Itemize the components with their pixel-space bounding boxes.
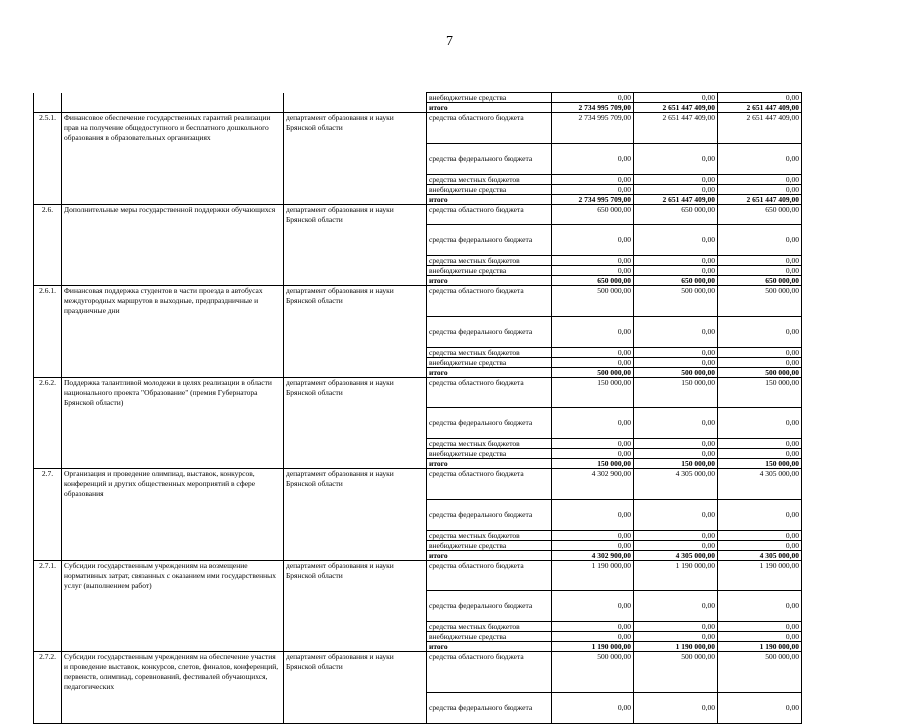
funding-source-cell: итого bbox=[427, 642, 552, 652]
responsible-department-cell bbox=[284, 591, 427, 622]
amount-year-3-cell: 150 000,00 bbox=[718, 377, 802, 408]
amount-year-1-cell: 0,00 bbox=[552, 540, 634, 550]
funding-source-cell: средства местных бюджетов bbox=[427, 174, 552, 184]
amount-year-1-cell: 650 000,00 bbox=[552, 204, 634, 225]
item-description-cell bbox=[62, 622, 284, 632]
amount-year-2-cell: 0,00 bbox=[634, 266, 718, 276]
item-description-cell bbox=[62, 276, 284, 286]
table-row bbox=[34, 530, 802, 540]
item-description-cell bbox=[62, 184, 284, 194]
item-description-cell bbox=[62, 225, 284, 256]
amount-year-1-cell: 0,00 bbox=[552, 692, 634, 723]
amount-year-2-cell: 2 651 447 409,00 bbox=[634, 113, 718, 144]
responsible-department-cell bbox=[284, 276, 427, 286]
amount-year-3-cell: 1 190 000,00 bbox=[718, 642, 802, 652]
funding-source-cell: средства областного бюджета bbox=[427, 286, 552, 317]
table-row bbox=[34, 103, 802, 113]
amount-year-2-cell: 4 305 000,00 bbox=[634, 550, 718, 560]
item-code-cell bbox=[34, 276, 62, 286]
item-code-cell bbox=[34, 550, 62, 560]
item-description-cell bbox=[62, 408, 284, 439]
amount-year-2-cell: 500 000,00 bbox=[634, 367, 718, 377]
amount-year-1-cell: 0,00 bbox=[552, 93, 634, 103]
item-description-cell: Дополнительные меры государственной поддержки обучающихся bbox=[62, 204, 284, 225]
amount-year-3-cell: 500 000,00 bbox=[718, 652, 802, 693]
amount-year-3-cell: 0,00 bbox=[718, 347, 802, 357]
funding-source-cell: итого bbox=[427, 459, 552, 469]
amount-year-3-cell: 0,00 bbox=[718, 499, 802, 530]
amount-year-1-cell: 150 000,00 bbox=[552, 377, 634, 408]
amount-year-1-cell: 2 734 995 709,00 bbox=[552, 113, 634, 144]
table-row bbox=[34, 540, 802, 550]
table-row bbox=[34, 469, 802, 500]
funding-source-cell: итого bbox=[427, 367, 552, 377]
item-description-cell bbox=[62, 357, 284, 367]
table-row bbox=[34, 632, 802, 642]
amount-year-2-cell: 0,00 bbox=[634, 316, 718, 347]
budget-table bbox=[33, 92, 802, 724]
responsible-department-cell: департамент образования и науки Брянской области bbox=[284, 560, 427, 591]
responsible-department-cell bbox=[284, 408, 427, 439]
item-description-cell bbox=[62, 93, 284, 103]
table-row bbox=[34, 499, 802, 530]
amount-year-1-cell: 0,00 bbox=[552, 439, 634, 449]
responsible-department-cell bbox=[284, 357, 427, 367]
funding-source-cell: средства местных бюджетов bbox=[427, 256, 552, 266]
item-code-cell: 2.6.1. bbox=[34, 286, 62, 317]
table-row bbox=[34, 642, 802, 652]
amount-year-3-cell: 0,00 bbox=[718, 632, 802, 642]
item-code-cell bbox=[34, 459, 62, 469]
amount-year-1-cell: 2 734 995 709,00 bbox=[552, 194, 634, 204]
amount-year-2-cell: 150 000,00 bbox=[634, 377, 718, 408]
table-row bbox=[34, 316, 802, 347]
table-row bbox=[34, 652, 802, 693]
amount-year-2-cell: 2 651 447 409,00 bbox=[634, 103, 718, 113]
amount-year-3-cell: 0,00 bbox=[718, 408, 802, 439]
responsible-department-cell bbox=[284, 367, 427, 377]
item-code-cell: 2.5.1. bbox=[34, 113, 62, 144]
responsible-department-cell bbox=[284, 143, 427, 174]
amount-year-1-cell: 0,00 bbox=[552, 408, 634, 439]
amount-year-2-cell: 0,00 bbox=[634, 408, 718, 439]
item-code-cell bbox=[34, 439, 62, 449]
table-row bbox=[34, 692, 802, 723]
item-code-cell: 2.7. bbox=[34, 469, 62, 500]
responsible-department-cell bbox=[284, 184, 427, 194]
item-description-cell bbox=[62, 439, 284, 449]
amount-year-3-cell: 0,00 bbox=[718, 439, 802, 449]
item-description-cell bbox=[62, 449, 284, 459]
funding-source-cell: средства областного бюджета bbox=[427, 652, 552, 693]
item-code-cell bbox=[34, 225, 62, 256]
table-body bbox=[34, 93, 802, 724]
table-row bbox=[34, 408, 802, 439]
table-row bbox=[34, 184, 802, 194]
table-row bbox=[34, 560, 802, 591]
amount-year-1-cell: 0,00 bbox=[552, 316, 634, 347]
amount-year-3-cell: 0,00 bbox=[718, 143, 802, 174]
table-row bbox=[34, 439, 802, 449]
funding-source-cell: внебюджетные средства bbox=[427, 93, 552, 103]
amount-year-3-cell: 0,00 bbox=[718, 225, 802, 256]
table-row bbox=[34, 93, 802, 103]
amount-year-1-cell: 0,00 bbox=[552, 174, 634, 184]
amount-year-2-cell: 0,00 bbox=[634, 622, 718, 632]
item-description-cell: Субсидии государственным учреждениям на обеспечение участия и проведение выставок, конкурсов, слетов, финалов, конференций, первенств, олимпиад, соревнований, фестивалей обучающихся, педагогических bbox=[62, 652, 284, 693]
item-code-cell bbox=[34, 256, 62, 266]
amount-year-1-cell: 4 302 900,00 bbox=[552, 469, 634, 500]
amount-year-1-cell: 0,00 bbox=[552, 143, 634, 174]
funding-source-cell: средства областного бюджета bbox=[427, 113, 552, 144]
amount-year-2-cell: 650 000,00 bbox=[634, 204, 718, 225]
item-code-cell bbox=[34, 184, 62, 194]
item-code-cell bbox=[34, 93, 62, 103]
item-code-cell: 2.6. bbox=[34, 204, 62, 225]
responsible-department-cell: департамент образования и науки Брянской области bbox=[284, 377, 427, 408]
funding-source-cell: средства федерального бюджета bbox=[427, 692, 552, 723]
amount-year-3-cell: 0,00 bbox=[718, 266, 802, 276]
amount-year-3-cell: 2 651 447 409,00 bbox=[718, 103, 802, 113]
responsible-department-cell bbox=[284, 93, 427, 103]
responsible-department-cell bbox=[284, 692, 427, 723]
table-row bbox=[34, 194, 802, 204]
funding-source-cell: итого bbox=[427, 194, 552, 204]
amount-year-3-cell: 500 000,00 bbox=[718, 286, 802, 317]
responsible-department-cell: департамент образования и науки Брянской области bbox=[284, 204, 427, 225]
amount-year-2-cell: 0,00 bbox=[634, 540, 718, 550]
amount-year-1-cell: 0,00 bbox=[552, 530, 634, 540]
amount-year-2-cell: 0,00 bbox=[634, 692, 718, 723]
item-code-cell bbox=[34, 174, 62, 184]
item-code-cell bbox=[34, 357, 62, 367]
funding-source-cell: средства областного бюджета bbox=[427, 560, 552, 591]
amount-year-1-cell: 1 190 000,00 bbox=[552, 560, 634, 591]
amount-year-2-cell: 0,00 bbox=[634, 357, 718, 367]
item-code-cell bbox=[34, 591, 62, 622]
item-code-cell: 2.6.2. bbox=[34, 377, 62, 408]
amount-year-1-cell: 0,00 bbox=[552, 499, 634, 530]
item-description-cell bbox=[62, 499, 284, 530]
amount-year-1-cell: 500 000,00 bbox=[552, 286, 634, 317]
funding-source-cell: средства местных бюджетов bbox=[427, 622, 552, 632]
table-row bbox=[34, 276, 802, 286]
item-code-cell bbox=[34, 347, 62, 357]
responsible-department-cell bbox=[284, 266, 427, 276]
table-row bbox=[34, 113, 802, 144]
amount-year-2-cell: 2 651 447 409,00 bbox=[634, 194, 718, 204]
item-code-cell bbox=[34, 266, 62, 276]
item-description-cell bbox=[62, 540, 284, 550]
table-row bbox=[34, 459, 802, 469]
funding-source-cell: внебюджетные средства bbox=[427, 266, 552, 276]
amount-year-3-cell: 0,00 bbox=[718, 174, 802, 184]
item-code-cell bbox=[34, 540, 62, 550]
amount-year-3-cell: 0,00 bbox=[718, 692, 802, 723]
amount-year-3-cell: 0,00 bbox=[718, 449, 802, 459]
funding-source-cell: внебюджетные средства bbox=[427, 540, 552, 550]
item-description-cell: Поддержка талантливой молодежи в целях реализации в области национального проекта "Образование" (премия Губернатора Брянской области) bbox=[62, 377, 284, 408]
funding-source-cell: внебюджетные средства bbox=[427, 449, 552, 459]
item-description-cell bbox=[62, 316, 284, 347]
amount-year-1-cell: 0,00 bbox=[552, 347, 634, 357]
table-row bbox=[34, 622, 802, 632]
funding-source-cell: итого bbox=[427, 103, 552, 113]
amount-year-2-cell: 4 305 000,00 bbox=[634, 469, 718, 500]
amount-year-1-cell: 150 000,00 bbox=[552, 459, 634, 469]
amount-year-2-cell: 1 190 000,00 bbox=[634, 642, 718, 652]
amount-year-2-cell: 0,00 bbox=[634, 184, 718, 194]
funding-source-cell: средства местных бюджетов bbox=[427, 530, 552, 540]
amount-year-3-cell: 1 190 000,00 bbox=[718, 560, 802, 591]
responsible-department-cell bbox=[284, 347, 427, 357]
amount-year-1-cell: 0,00 bbox=[552, 184, 634, 194]
page-number: 7 bbox=[446, 34, 453, 49]
table-row bbox=[34, 204, 802, 225]
amount-year-3-cell: 0,00 bbox=[718, 256, 802, 266]
responsible-department-cell: департамент образования и науки Брянской области bbox=[284, 113, 427, 144]
funding-source-cell: итого bbox=[427, 276, 552, 286]
amount-year-1-cell: 0,00 bbox=[552, 256, 634, 266]
funding-source-cell: внебюджетные средства bbox=[427, 632, 552, 642]
funding-source-cell: средства областного бюджета bbox=[427, 377, 552, 408]
funding-source-cell: средства федерального бюджета bbox=[427, 316, 552, 347]
table-row bbox=[34, 174, 802, 184]
amount-year-3-cell: 0,00 bbox=[718, 184, 802, 194]
item-description-cell bbox=[62, 642, 284, 652]
item-code-cell bbox=[34, 449, 62, 459]
amount-year-3-cell: 0,00 bbox=[718, 357, 802, 367]
amount-year-2-cell: 150 000,00 bbox=[634, 459, 718, 469]
table-row bbox=[34, 367, 802, 377]
amount-year-3-cell: 0,00 bbox=[718, 622, 802, 632]
amount-year-3-cell: 0,00 bbox=[718, 540, 802, 550]
amount-year-3-cell: 150 000,00 bbox=[718, 459, 802, 469]
item-description-cell: Субсидии государственным учреждениям на возмещение нормативных затрат, связанных с оказанием ими государственных услуг (выполнением работ) bbox=[62, 560, 284, 591]
item-description-cell: Финансовая поддержка студентов в части проезда в автобусах междугородных маршрутов в выходные, предпраздничные и праздничные дни bbox=[62, 286, 284, 317]
amount-year-2-cell: 0,00 bbox=[634, 347, 718, 357]
funding-source-cell: средства федерального бюджета bbox=[427, 225, 552, 256]
item-description-cell bbox=[62, 459, 284, 469]
amount-year-2-cell: 0,00 bbox=[634, 174, 718, 184]
table-row bbox=[34, 449, 802, 459]
item-description-cell bbox=[62, 530, 284, 540]
amount-year-1-cell: 2 734 995 709,00 bbox=[552, 103, 634, 113]
funding-source-cell: внебюджетные средства bbox=[427, 357, 552, 367]
funding-source-cell: средства местных бюджетов bbox=[427, 347, 552, 357]
amount-year-2-cell: 0,00 bbox=[634, 632, 718, 642]
table-row bbox=[34, 225, 802, 256]
funding-source-cell: средства федерального бюджета bbox=[427, 591, 552, 622]
responsible-department-cell: департамент образования и науки Брянской области bbox=[284, 286, 427, 317]
amount-year-1-cell: 500 000,00 bbox=[552, 652, 634, 693]
table-row bbox=[34, 591, 802, 622]
responsible-department-cell: департамент образования и науки Брянской области bbox=[284, 469, 427, 500]
funding-source-cell: средства федерального бюджета bbox=[427, 499, 552, 530]
funding-source-cell: средства местных бюджетов bbox=[427, 439, 552, 449]
item-code-cell bbox=[34, 194, 62, 204]
item-code-cell bbox=[34, 103, 62, 113]
funding-source-cell: средства федерального бюджета bbox=[427, 408, 552, 439]
item-code-cell: 2.7.2. bbox=[34, 652, 62, 693]
item-description-cell bbox=[62, 194, 284, 204]
item-code-cell bbox=[34, 632, 62, 642]
item-description-cell bbox=[62, 266, 284, 276]
amount-year-2-cell: 0,00 bbox=[634, 93, 718, 103]
responsible-department-cell bbox=[284, 622, 427, 632]
item-description-cell bbox=[62, 347, 284, 357]
amount-year-3-cell: 2 651 447 409,00 bbox=[718, 113, 802, 144]
item-code-cell bbox=[34, 316, 62, 347]
amount-year-2-cell: 1 190 000,00 bbox=[634, 560, 718, 591]
item-description-cell bbox=[62, 550, 284, 560]
amount-year-2-cell: 0,00 bbox=[634, 449, 718, 459]
amount-year-1-cell: 4 302 900,00 bbox=[552, 550, 634, 560]
item-description-cell bbox=[62, 632, 284, 642]
amount-year-2-cell: 650 000,00 bbox=[634, 276, 718, 286]
amount-year-3-cell: 2 651 447 409,00 bbox=[718, 194, 802, 204]
amount-year-2-cell: 500 000,00 bbox=[634, 286, 718, 317]
amount-year-1-cell: 650 000,00 bbox=[552, 276, 634, 286]
responsible-department-cell bbox=[284, 642, 427, 652]
responsible-department-cell bbox=[284, 449, 427, 459]
amount-year-1-cell: 1 190 000,00 bbox=[552, 642, 634, 652]
amount-year-2-cell: 0,00 bbox=[634, 439, 718, 449]
item-code-cell bbox=[34, 143, 62, 174]
responsible-department-cell bbox=[284, 530, 427, 540]
item-description-cell bbox=[62, 692, 284, 723]
funding-source-cell: внебюджетные средства bbox=[427, 184, 552, 194]
amount-year-2-cell: 0,00 bbox=[634, 591, 718, 622]
table-row bbox=[34, 266, 802, 276]
amount-year-1-cell: 0,00 bbox=[552, 622, 634, 632]
funding-source-cell: итого bbox=[427, 550, 552, 560]
amount-year-2-cell: 0,00 bbox=[634, 530, 718, 540]
item-code-cell bbox=[34, 530, 62, 540]
amount-year-3-cell: 500 000,00 bbox=[718, 367, 802, 377]
item-code-cell bbox=[34, 499, 62, 530]
responsible-department-cell bbox=[284, 194, 427, 204]
table-row bbox=[34, 286, 802, 317]
item-description-cell bbox=[62, 256, 284, 266]
responsible-department-cell bbox=[284, 103, 427, 113]
responsible-department-cell bbox=[284, 225, 427, 256]
funding-source-cell: средства федерального бюджета bbox=[427, 143, 552, 174]
item-description-cell: Организация и проведение олимпиад, выставок, конкурсов, конференций и других общественных мероприятий в сфере образования bbox=[62, 469, 284, 500]
amount-year-2-cell: 0,00 bbox=[634, 225, 718, 256]
amount-year-3-cell: 650 000,00 bbox=[718, 276, 802, 286]
item-code-cell: 2.7.1. bbox=[34, 560, 62, 591]
amount-year-2-cell: 0,00 bbox=[634, 256, 718, 266]
item-code-cell bbox=[34, 367, 62, 377]
responsible-department-cell bbox=[284, 499, 427, 530]
responsible-department-cell bbox=[284, 550, 427, 560]
amount-year-3-cell: 4 305 000,00 bbox=[718, 550, 802, 560]
responsible-department-cell bbox=[284, 256, 427, 266]
amount-year-3-cell: 0,00 bbox=[718, 591, 802, 622]
amount-year-3-cell: 0,00 bbox=[718, 316, 802, 347]
responsible-department-cell bbox=[284, 174, 427, 184]
table-row bbox=[34, 377, 802, 408]
table-row bbox=[34, 357, 802, 367]
amount-year-1-cell: 0,00 bbox=[552, 632, 634, 642]
amount-year-3-cell: 4 305 000,00 bbox=[718, 469, 802, 500]
responsible-department-cell bbox=[284, 439, 427, 449]
item-code-cell bbox=[34, 692, 62, 723]
responsible-department-cell: департамент образования и науки Брянской области bbox=[284, 652, 427, 693]
amount-year-3-cell: 0,00 bbox=[718, 93, 802, 103]
amount-year-2-cell: 500 000,00 bbox=[634, 652, 718, 693]
amount-year-1-cell: 0,00 bbox=[552, 449, 634, 459]
responsible-department-cell bbox=[284, 632, 427, 642]
item-description-cell bbox=[62, 591, 284, 622]
amount-year-2-cell: 0,00 bbox=[634, 499, 718, 530]
funding-source-cell: средства областного бюджета bbox=[427, 204, 552, 225]
funding-source-cell: средства областного бюджета bbox=[427, 469, 552, 500]
amount-year-3-cell: 650 000,00 bbox=[718, 204, 802, 225]
item-description-cell bbox=[62, 103, 284, 113]
item-description-cell bbox=[62, 143, 284, 174]
item-description-cell bbox=[62, 367, 284, 377]
item-code-cell bbox=[34, 642, 62, 652]
amount-year-2-cell: 0,00 bbox=[634, 143, 718, 174]
amount-year-1-cell: 500 000,00 bbox=[552, 367, 634, 377]
amount-year-3-cell: 0,00 bbox=[718, 530, 802, 540]
item-code-cell bbox=[34, 622, 62, 632]
item-code-cell bbox=[34, 408, 62, 439]
responsible-department-cell bbox=[284, 540, 427, 550]
amount-year-1-cell: 0,00 bbox=[552, 225, 634, 256]
table-row bbox=[34, 256, 802, 266]
amount-year-1-cell: 0,00 bbox=[552, 266, 634, 276]
table-row bbox=[34, 347, 802, 357]
table-row bbox=[34, 143, 802, 174]
item-description-cell: Финансовое обеспечение государственных гарантий реализации прав на получение общедоступного и бесплатного дошкольного образования в образовательных организациях bbox=[62, 113, 284, 144]
amount-year-1-cell: 0,00 bbox=[552, 591, 634, 622]
item-description-cell bbox=[62, 174, 284, 184]
table-row bbox=[34, 550, 802, 560]
responsible-department-cell bbox=[284, 459, 427, 469]
responsible-department-cell bbox=[284, 316, 427, 347]
amount-year-1-cell: 0,00 bbox=[552, 357, 634, 367]
